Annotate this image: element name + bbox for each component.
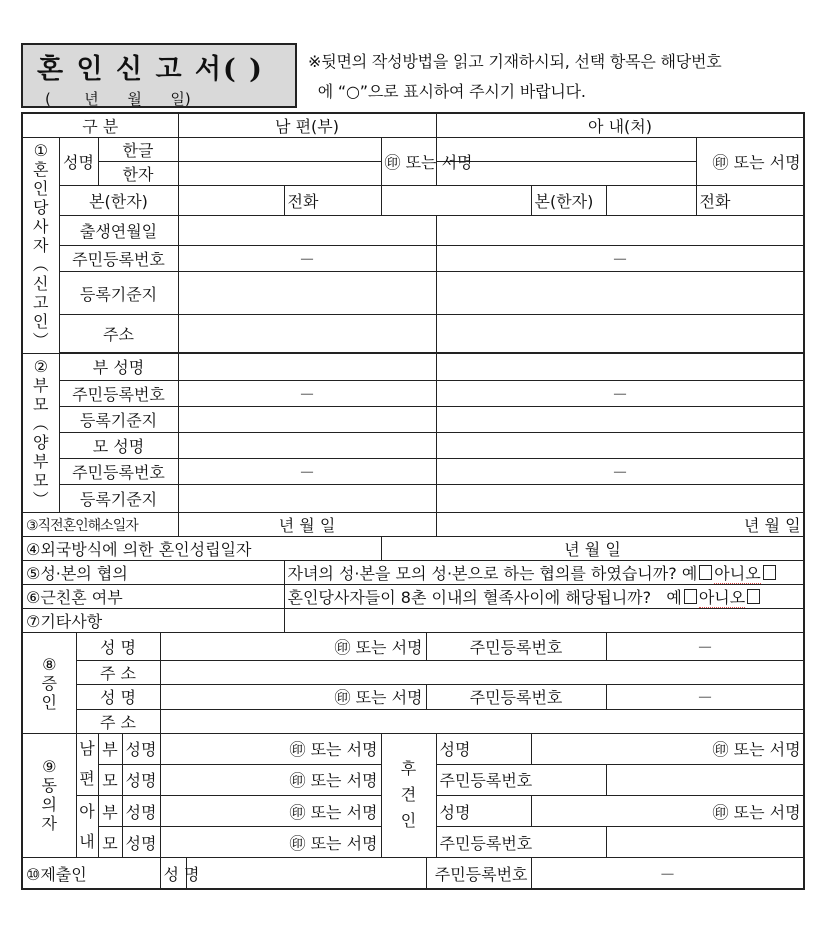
consent-wife-father-name-label: 성명 [122, 795, 160, 826]
husband-phone-field[interactable] [381, 186, 531, 216]
husband-name-hanja-field[interactable] [178, 162, 381, 186]
section5-question: 자녀의 성·본을 모의 성·본으로 하는 협의를 하였습니까? [287, 564, 677, 584]
mother-name-label: 모 성명 [59, 432, 178, 458]
husband-dissolution-date-field[interactable]: 년 월 일 [178, 513, 436, 537]
guardian2-rrn-label: 주민등록번호 [436, 827, 606, 858]
consent-husband-father-name-label: 성명 [122, 733, 160, 764]
section10-label: ⑩제출인 [22, 858, 160, 889]
section5-label: ⑤성·본의 협의 [22, 561, 284, 585]
reg-base-label: 등록기준지 [59, 272, 178, 314]
husband-header: 남 편(부) [178, 113, 436, 138]
consent-husband-mother-label: 모 [98, 764, 122, 795]
father-name-label: 부 성명 [59, 353, 178, 380]
guardian1-seal[interactable]: ㊞ 또는 서명 [531, 733, 804, 764]
rrn-label: 주민등록번호 [59, 246, 178, 272]
husband-father-rrn-field[interactable]: － [178, 380, 436, 406]
guardian2-name-label: 성명 [436, 795, 531, 826]
section2-label: ② 부 모 ︵ 양 부 모 ︶ [22, 353, 59, 512]
section9-label: ⑨ 동 의 자 [22, 733, 76, 857]
husband-reg-base-field[interactable] [178, 272, 436, 314]
section7-label: ⑦기타사항 [22, 609, 284, 633]
consent-husband-label: 남 편 [76, 733, 98, 795]
submitter-rrn-label: 주민등록번호 [426, 858, 531, 889]
husband-father-reg-base-field[interactable] [178, 406, 436, 432]
wife-mother-reg-base-field[interactable] [436, 485, 804, 513]
husband-father-name-field[interactable] [178, 353, 436, 380]
wife-seal-label: ㊞ 또는 서명 [696, 138, 804, 186]
husband-rrn-field[interactable]: － [178, 246, 436, 272]
notice-line-1: ※뒷면의 작성방법을 읽고 기재하시되, 선택 항목은 해당번호 [308, 52, 722, 71]
consent-wife-father-label: 부 [98, 795, 122, 826]
witness2-address-label: 주 소 [76, 709, 160, 733]
consent-wife-mother-label: 모 [98, 827, 122, 858]
consent-wife-label: 아 내 [76, 795, 98, 857]
consent-wife-mother-name-label: 성명 [122, 827, 160, 858]
submitter-rrn-field[interactable]: － [531, 858, 804, 889]
witness1-rrn-field[interactable]: － [606, 633, 804, 660]
section6-question-cell [284, 585, 804, 609]
section5-question-cell [284, 561, 804, 585]
wife-phone-label: 전화 [696, 186, 804, 216]
section1-label: ① 혼 인 당 사 자 ︵ 신 고 인 ︶ [22, 138, 59, 354]
wife-bon-field[interactable] [606, 186, 696, 216]
witness2-name-label: 성 명 [76, 684, 160, 709]
consent-husband-mother-name-label: 성명 [122, 764, 160, 795]
witness1-name-label: 성 명 [76, 633, 160, 660]
wife-reg-base-field[interactable] [436, 272, 804, 314]
section4-label: ④외국방식에 의한 혼인성립일자 [22, 537, 381, 561]
witness1-rrn-label: 주민등록번호 [426, 633, 606, 660]
category-header: 구 분 [22, 113, 178, 138]
form-title: 혼 인 신 고 서( ) [37, 54, 264, 85]
hangul-label: 한글 [98, 138, 178, 162]
wife-dissolution-date-field[interactable]: 년 월 일 [436, 513, 804, 537]
wife-mother-name-field[interactable] [436, 432, 804, 458]
section6-label: ⑥근친혼 여부 [22, 585, 284, 609]
witness1-address-label: 주 소 [76, 660, 160, 684]
section5-no-checkbox[interactable] [763, 565, 776, 580]
section5-yes-label: 예 [681, 564, 698, 584]
section6-question: 혼인당사자들이 8촌 이내의 혈족사이에 해당됩니까? [287, 588, 652, 608]
consent-husband-father-label: 부 [98, 733, 122, 764]
submitter-name-field[interactable] [186, 858, 426, 889]
notice-line-2: 에 “○”으로 표시하여 주시기 바랍니다. [308, 82, 586, 101]
section3-label: ③직전혼인해소일자 [22, 513, 178, 537]
name-label: 성명 [59, 138, 98, 186]
section5-no-label: 아니오 [714, 564, 761, 584]
wife-name-hanja-field[interactable] [436, 162, 696, 186]
guardian1-rrn-label: 주민등록번호 [436, 764, 606, 795]
husband-seal-label: ㊞ 또는 서명 [381, 138, 436, 186]
section6-yes-checkbox[interactable] [684, 589, 697, 604]
witness2-rrn-field[interactable]: － [606, 684, 804, 709]
wife-birth-field[interactable] [436, 216, 804, 246]
wife-header: 아 내(처) [436, 113, 804, 138]
section6-no-label: 아니오 [698, 588, 746, 608]
wife-father-name-field[interactable] [436, 353, 804, 380]
guardian2-rrn-field[interactable] [606, 827, 804, 858]
guardian1-name-label: 성명 [436, 733, 531, 764]
wife-rrn-field[interactable]: － [436, 246, 804, 272]
father-reg-base-label: 등록기준지 [59, 406, 178, 432]
other-notes-field[interactable] [284, 609, 804, 633]
consent-wife-father-seal[interactable]: ㊞ 또는 서명 [160, 795, 381, 826]
husband-bon-field[interactable] [178, 186, 284, 216]
witness2-address-field[interactable] [160, 709, 804, 733]
foreign-marriage-date-field[interactable]: 년 월 일 [381, 537, 804, 561]
section6-no-checkbox[interactable] [747, 589, 760, 604]
title-box [21, 43, 297, 108]
wife-bon-label: 본(한자) [531, 186, 606, 216]
form-date-line: ( 년 월 일) [45, 90, 191, 108]
consent-wife-mother-seal[interactable]: ㊞ 또는 서명 [160, 827, 381, 858]
husband-phone-label: 전화 [284, 186, 381, 216]
birth-label: 출생연월일 [59, 216, 178, 246]
consent-husband-mother-seal[interactable]: ㊞ 또는 서명 [160, 764, 381, 795]
guardian2-seal[interactable]: ㊞ 또는 서명 [531, 795, 804, 826]
husband-address-field[interactable] [178, 314, 436, 352]
wife-father-rrn-field[interactable]: － [436, 380, 804, 406]
section6-yes-label: 예 [666, 588, 682, 608]
husband-mother-rrn-field[interactable]: － [178, 459, 436, 485]
consent-husband-father-seal[interactable]: ㊞ 또는 서명 [160, 733, 381, 764]
witness2-seal-label[interactable]: ㊞ 또는 서명 [160, 684, 426, 709]
husband-mother-reg-base-field[interactable] [178, 485, 436, 513]
hanja-label: 한자 [98, 162, 178, 186]
witness1-seal-label[interactable]: ㊞ 또는 서명 [160, 633, 426, 660]
address-label: 주소 [59, 314, 178, 352]
guardian-label: 후 견 인 [381, 733, 436, 857]
wife-father-reg-base-field[interactable] [436, 406, 804, 432]
father-rrn-label: 주민등록번호 [59, 380, 178, 406]
section5-yes-checkbox[interactable] [699, 565, 712, 580]
bon-label: 본(한자) [59, 186, 178, 216]
guardian1-rrn-field[interactable] [606, 764, 804, 795]
section8-label: ⑧ 증 인 [22, 633, 76, 733]
mother-reg-base-label: 등록기준지 [59, 485, 178, 513]
notice-text [308, 47, 722, 107]
form-header-row [22, 113, 804, 138]
husband-birth-field[interactable] [178, 216, 436, 246]
husband-name-hangul-field[interactable] [178, 138, 381, 162]
husband-mother-name-field[interactable] [178, 432, 436, 458]
marriage-report-form [21, 112, 805, 890]
wife-address-field[interactable] [436, 314, 804, 352]
wife-mother-rrn-field[interactable]: － [436, 459, 804, 485]
submitter-name-label: 성 명 [160, 858, 186, 889]
witness1-address-field[interactable] [160, 660, 804, 684]
wife-name-hangul-field[interactable] [436, 138, 696, 162]
mother-rrn-label: 주민등록번호 [59, 459, 178, 485]
witness2-rrn-label: 주민등록번호 [426, 684, 606, 709]
